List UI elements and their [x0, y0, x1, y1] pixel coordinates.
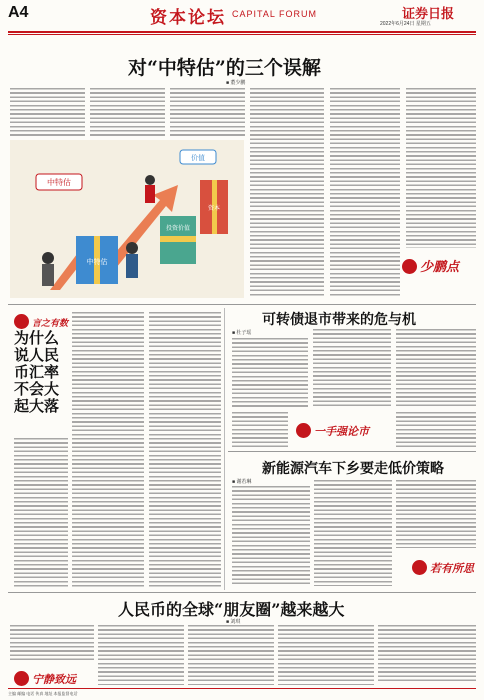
column-logo-yanzhiyoushu: 言之有数: [14, 311, 68, 330]
article-byline: ■ 杜子瑶: [232, 330, 252, 336]
article-body-col1b: [232, 412, 288, 448]
article-body-col3: [396, 480, 476, 548]
logo-circle-icon: [14, 671, 29, 686]
column-logo-yishou: 一手强论市: [296, 420, 369, 439]
illustration-label: 中特估: [86, 258, 108, 266]
article-body-col2: [98, 625, 184, 685]
page-number: A4: [8, 4, 29, 21]
section-divider: [8, 592, 476, 593]
article-body-col2: [72, 312, 144, 588]
article-body-col4: [278, 625, 374, 685]
page-header: [0, 0, 484, 40]
article-byline: ■ 谢若琳: [232, 479, 252, 485]
article-title: 为什么说人民币汇率不会大起大落: [14, 329, 60, 415]
dateline: 2022年6月24日 星期五: [380, 21, 431, 27]
article-title: 新能源汽车下乡要走低价策略: [262, 461, 444, 477]
article-title: 对“中特估”的三个误解: [128, 57, 321, 79]
article-body-col6: [406, 88, 476, 248]
section-divider: [8, 304, 476, 305]
article-body-col1: [232, 486, 310, 586]
article-body-col2: [313, 329, 391, 408]
article-body-col4: [250, 88, 324, 298]
section-title: 资本论坛: [150, 8, 226, 28]
article-body-col1: [232, 338, 308, 408]
footer-rule: [8, 688, 476, 689]
paper-logo: 证券日报: [402, 7, 455, 22]
article-body-col1: [10, 88, 85, 138]
column-logo-ruoyousuosi: 若有所思: [412, 557, 474, 576]
article-body-col3: [170, 88, 245, 138]
article-byline: ■ 董少鹏: [226, 80, 246, 86]
logo-circle-icon: [412, 560, 427, 575]
logo-circle-icon: [296, 423, 311, 438]
article-body-col2: [314, 480, 392, 586]
article-body-col5: [330, 88, 400, 298]
article-title: 人民币的全球“朋友圈”越来越大: [118, 600, 345, 619]
article-body-col3: [149, 312, 221, 588]
header-rule: [8, 31, 476, 33]
section-divider: [228, 451, 476, 452]
column-divider: [224, 308, 225, 590]
svg-text:资本: 资本: [207, 205, 221, 212]
page-footer: 主编 邮编 电话 传真 地址 本报监督电话: [8, 691, 78, 696]
svg-text:价值: 价值: [191, 154, 205, 162]
section-title-en: CAPITAL FORUM: [232, 9, 318, 19]
article-byline: ■ 刘琪: [226, 619, 241, 625]
logo-circle-icon: [402, 259, 417, 274]
logo-circle-icon: [14, 314, 29, 329]
article-body-col5: [378, 625, 476, 681]
article-illustration: [10, 140, 244, 298]
column-logo-ningjingzhiyuan: 宁静致远: [14, 668, 76, 687]
svg-text:投资价值: 投资价值: [165, 225, 191, 232]
column-logo-shaopeng: 少鹏点: [402, 256, 459, 275]
header-rule-thin: [8, 34, 476, 35]
article-body-col1: [10, 625, 94, 663]
article-title: 可转债退市带来的危与机: [262, 312, 416, 328]
svg-text:中特估: 中特估: [47, 178, 71, 187]
article-body-col3: [188, 625, 274, 685]
article-body-col3: [396, 329, 476, 408]
article-body-col1: [14, 438, 68, 588]
article-body-col2: [90, 88, 165, 138]
article-body-col3b: [396, 412, 476, 448]
